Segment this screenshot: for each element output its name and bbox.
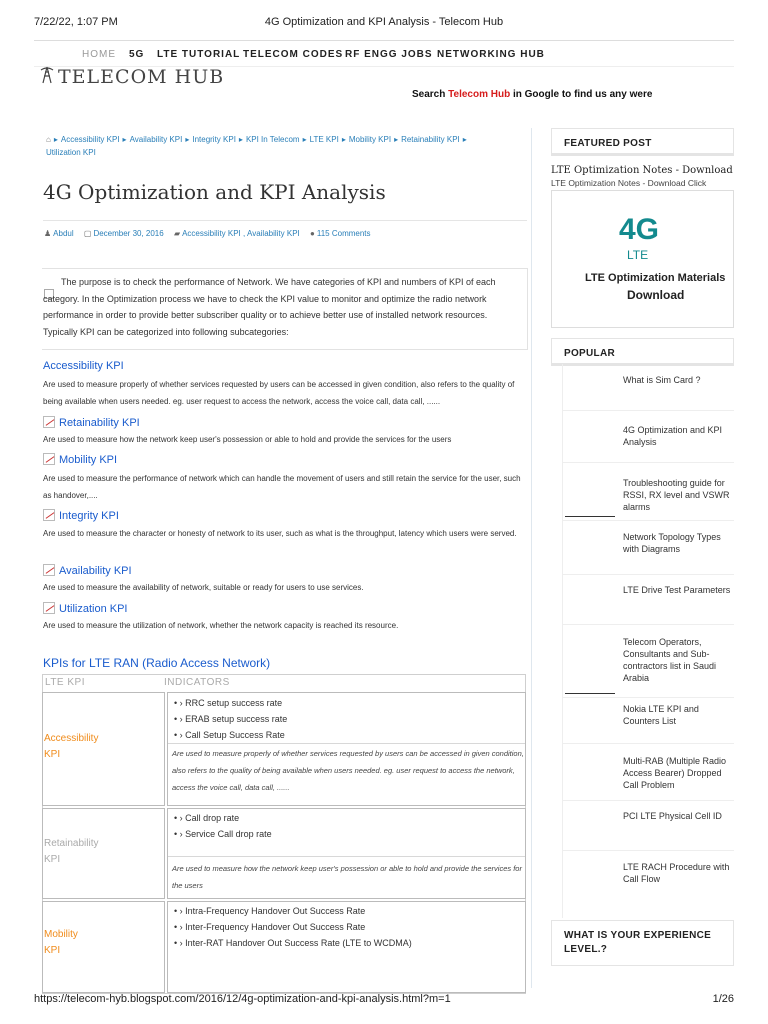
list-item: • › RRC setup success rate [174,695,287,711]
kpi-retainability-label: Retainability KPI [59,417,140,429]
nav-rf-engg-jobs[interactable]: RF ENGG JOBS [345,49,433,60]
broken-image-icon [43,564,55,576]
popular-item[interactable]: 4G Optimization and KPI Analysis [623,425,723,447]
popular-divider [562,410,734,411]
breadcrumb-item[interactable]: KPI In Telecom [245,135,300,144]
post-author[interactable]: Abdul [53,229,74,238]
post-labels[interactable]: Accessibility KPI , Availability KPI [182,229,300,238]
post-date[interactable]: December 30, 2016 [93,229,164,238]
popular-item[interactable]: PCI LTE Physical Cell ID [623,811,722,821]
table-row-retainability-label [44,836,98,868]
kpi-availability-label: Availability KPI [59,565,132,577]
popular-item[interactable]: Telecom Operators, Consultants and Sub-contractors list in Saudi Arabia [623,637,717,683]
kpi-utilization-label: Utilization KPI [59,603,128,615]
print-header [34,16,734,30]
kpi-availability-title [43,564,132,577]
featured-image-caption-2: Download [627,288,685,302]
post-meta [44,229,371,238]
kpi-integrity-title [43,509,119,522]
table-header-lte-kpi: LTE KPI [45,677,85,688]
nav-5g[interactable]: 5G [129,49,145,60]
breadcrumb-item[interactable]: Mobility KPI [348,135,392,144]
comments-icon: ● [310,229,315,238]
ran-table-title: KPIs for LTE RAN (Radio Access Network) [43,656,271,670]
print-page-number: 1/26 [712,993,734,1005]
broken-image-icon [43,416,55,428]
nav-telecom-codes[interactable]: TELECOM CODES [243,49,344,60]
kpi-retainability-desc: Are used to measure how the network keep user's possession or able to hold and provide the services for the users [43,435,452,444]
indicator-description: Are used to measure properly of whether services requested by users can be accessed in given condition, also refers to the quality of being available when users needed. eg. user request to access the network, access the voice call, data call, ...... [172,749,524,792]
popular-item[interactable]: LTE Drive Test Parameters [623,585,731,595]
featured-post-snippet: LTE Optimization Notes - Download Click [551,178,707,188]
row-label-line: Accessibility [44,733,99,744]
table-header-indicators: INDICATORS [164,677,230,688]
tower-icon [40,66,54,84]
popular-heading: POPULAR [551,338,734,366]
list-item: • › Inter-RAT Handover Out Success Rate (LTE to WCDMA) [174,935,412,951]
row-label-line: KPI [44,854,61,865]
table-row-accessibility-label [44,731,98,763]
site-logo[interactable] [40,64,240,86]
popular-item[interactable]: Multi-RAB (Multiple Radio Access Bearer) Dropped Call Problem [623,756,727,790]
featured-post-heading: FEATURED POST [551,128,734,156]
broken-image-icon [43,509,55,521]
breadcrumb-item[interactable]: Availability KPI [129,135,183,144]
featured-post-title[interactable]: LTE Optimization Notes - Download [551,165,733,176]
kpi-integrity-desc: Are used to measure the character or honesty of network to its user, such as what is the throughput, latency which users were served. [43,529,517,538]
thumbnail-placeholder [565,693,615,694]
table-cell-indicators [167,901,526,993]
row-label-line: Mobility [44,929,78,940]
ran-kpi-table [42,674,526,994]
intro-box [42,268,528,350]
intro-body: The purpose is to check the performance of Network. We have categories of KPI and numbers of KPI of each category. In the Optimization process we have to check the KPI value to monitor and optimize the radio network performance in order to provide better subscriber quality or to achieve better use of installed network resources. Typically KPI can be categorized into following subcategories: [43,277,496,337]
nav-networking-hub[interactable]: NETWORKING HUB [437,49,545,60]
list-item: • › Call Setup Success Rate [174,727,287,743]
list-item: • › Service Call drop rate [174,826,272,842]
indicator-list [174,695,287,743]
popular-divider [562,574,734,575]
row-label-line: Retainability [44,838,99,849]
broken-image-icon [43,602,55,614]
kpi-mobility-desc: Are used to measure the performance of network which can handle the movement of users and still retain the service for the user, such as handover,.... [43,474,521,500]
title-divider [43,220,527,221]
popular-divider [562,697,734,698]
search-note-after: in Google to find us any were [510,89,653,100]
nav-lte-tutorial[interactable]: LTE TUTORIAL [157,49,241,60]
nav-home[interactable]: HOME [82,49,116,60]
cell-divider [168,856,525,857]
kpi-integrity-label: Integrity KPI [59,510,119,522]
popular-divider [562,520,734,521]
experience-poll-heading: WHAT IS YOUR EXPERIENCE LEVEL.? [551,920,734,966]
list-item: • › ERAB setup success rate [174,711,287,727]
kpi-availability-desc: Are used to measure the availability of network, suitable or ready for users to use services. [43,583,364,592]
table-cell-indicators [167,692,526,806]
logo-text: TELECOM HUB [58,66,225,86]
featured-post-image[interactable] [551,190,734,328]
calendar-icon: ▢ [83,229,92,238]
main-content [34,128,532,988]
popular-divider [562,850,734,851]
post-comments[interactable]: 115 Comments [316,229,371,238]
breadcrumb-item[interactable]: Integrity KPI [192,135,236,144]
broken-image-icon [43,453,55,465]
print-url: https://telecom-hyb.blogspot.com/2016/12/4g-optimization-and-kpi-analysis.html?m=1 [34,993,451,1005]
breadcrumb-item[interactable]: LTE KPI [309,135,339,144]
featured-image-lte: LTE [627,248,649,262]
print-footer [34,993,734,1007]
post-title: 4G Optimization and KPI Analysis [43,180,386,204]
featured-image-caption: LTE Optimization Materials [585,272,726,284]
popular-divider [562,624,734,625]
search-note-before: Search [412,89,449,100]
list-item: • › Call drop rate [174,810,272,826]
kpi-retainability-title [43,416,140,429]
featured-image-4g: 4G [619,213,660,246]
kpi-accessibility-desc: Are used to measure properly of whether services requested by users can be accessed in given condition, also refers to the quality of being available when users needed. eg. user request to access the network, access the voice call, data call, ...... [43,380,515,406]
popular-item[interactable]: What is Sim Card ? [623,375,701,385]
popular-item[interactable]: Troubleshooting guide for RSSI, RX level and VSWR alarms [623,478,730,512]
row-label-line: KPI [44,749,61,760]
cell-divider [168,743,525,744]
popular-item[interactable]: Network Topology Types with Diagrams [623,532,721,554]
breadcrumb: ⌂ ▸ Accessibility KPI ▸ Availability KPI ▸ Integrity KPI ▸ KPI In Telecom ▸ LTE KPI ▸ Mobility KPI ▸ Retainability KPI ▸ Utilization KPI [46,135,467,157]
popular-item[interactable]: LTE RACH Procedure with Call Flow [623,862,730,884]
popular-divider [562,800,734,801]
breadcrumb-item[interactable]: Retainability KPI [401,135,460,144]
kpi-utilization-title [43,602,127,615]
print-title: 4G Optimization and KPI Analysis - Telecom Hub [264,16,504,28]
user-icon: ♟ [44,229,52,238]
kpi-mobility-label: Mobility KPI [59,454,118,466]
kpi-utilization-desc: Are used to measure the utilization of network, whether the network capacity is reached its resource. [43,621,399,630]
row-label-line: KPI [44,945,61,956]
search-note-highlight: Telecom Hub [448,89,511,100]
list-item: • › Intra-Frequency Handover Out Success Rate [174,903,412,919]
kpi-mobility-title [43,453,117,466]
table-cell-indicators [167,808,526,899]
list-item: • › Inter-Frequency Handover Out Success Rate [174,919,412,935]
print-date: 7/22/22, 1:07 PM [34,16,118,28]
top-navigation [34,40,734,67]
kpi-accessibility-title: Accessibility KPI [43,360,124,372]
home-icon[interactable]: ⌂ [46,135,51,144]
indicator-description: Are used to measure how the network keep user's possession or able to hold and provide the services for the users [172,864,522,890]
thumbnail-placeholder [565,516,615,517]
popular-item[interactable]: Nokia LTE KPI and Counters List [623,704,699,726]
intro-text [43,274,523,340]
breadcrumb-item[interactable]: Accessibility KPI [60,135,120,144]
popular-divider [562,743,734,744]
indicator-list [174,903,412,951]
breadcrumb-item[interactable]: Utilization KPI [46,148,96,157]
folder-icon: ▰ [173,229,181,238]
popular-divider [562,462,734,463]
search-note [412,89,652,100]
table-row-mobility-label [44,927,78,959]
indicator-list [174,810,272,842]
